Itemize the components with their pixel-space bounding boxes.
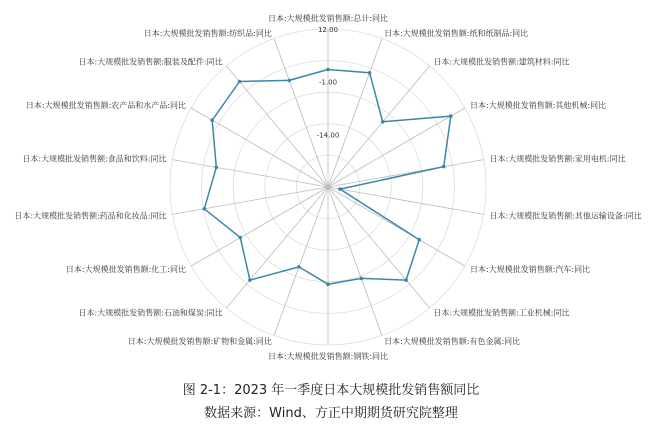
data-point [368, 71, 372, 75]
radial-tick-label: -14.00 [316, 131, 340, 140]
figure-caption: 图 2-1：2023 年一季度日本大规模批发销售额同比 [182, 383, 480, 398]
axis-label: 日本:大规模批发销售额:汽车:同比 [470, 265, 591, 274]
data-point [238, 80, 242, 84]
data-point [417, 238, 421, 242]
data-point [287, 79, 291, 83]
axis-label: 日本:大规模批发销售额:工业机械:同比 [433, 308, 570, 318]
radar-series [203, 68, 453, 286]
axis-label: 日本:大规模批发销售额:石油和煤炭:同比 [78, 308, 223, 318]
axis-label: 日本:大规模批发销售额:建筑材料:同比 [433, 57, 570, 67]
data-point [326, 282, 330, 286]
axis-spoke [328, 187, 430, 308]
axis-label: 日本:大规模批发销售额:纺织品:同比 [143, 28, 272, 38]
data-point [210, 118, 214, 122]
axis-label: 日本:大规模批发销售额:钢铁:同比 [267, 352, 389, 361]
data-point [338, 187, 342, 191]
axis-label: 日本:大规模批发销售额:矿物和金属:同比 [127, 337, 272, 347]
axis-spoke [226, 66, 328, 187]
axis-label: 日本:大规模批发销售额:有色金属:同比 [384, 337, 521, 347]
axis-spoke [328, 66, 430, 187]
data-point [248, 278, 252, 282]
axis-label: 日本:大规模批发销售额:家用电机:同比 [489, 154, 626, 164]
series-line [204, 70, 450, 285]
axis-label: 日本:大规模批发销售额:服装及配件:同比 [78, 57, 223, 67]
radial-tick-label: 12.00 [317, 26, 339, 34]
data-point [239, 236, 243, 240]
data-point [203, 207, 207, 211]
axis-spoke [226, 187, 328, 308]
data-point [442, 165, 446, 169]
axis-label: 日本:大规模批发销售额:总计:同比 [267, 14, 389, 23]
data-point [326, 68, 330, 72]
data-point [381, 120, 385, 124]
data-point [215, 166, 219, 170]
data-point [297, 265, 301, 269]
data-source-note: 数据来源：Wind、方正中期期货研究院整理 [204, 406, 458, 421]
data-point [360, 277, 364, 281]
axis-label: 日本:大规模批发销售额:化工:同比 [65, 265, 186, 274]
axis-label: 日本:大规模批发销售额:其他机械:同比 [470, 101, 607, 110]
data-point [404, 278, 408, 282]
axis-label: 日本:大规模批发销售额:农产品和水产品:同比 [25, 101, 186, 110]
radar-spokes [172, 29, 483, 345]
axis-label: 日本:大规模批发销售额:食品和饮料:同比 [22, 154, 167, 164]
data-point [449, 114, 453, 118]
axis-label: 日本:大规模批发销售额:其他运输设备:同比 [489, 211, 642, 221]
axis-label: 日本:大规模批发销售额:药品和化妆品:同比 [14, 211, 167, 221]
axis-label: 日本:大规模批发销售额:纸和纸制品:同比 [384, 28, 529, 38]
radial-tick-label: -1.00 [318, 78, 338, 87]
